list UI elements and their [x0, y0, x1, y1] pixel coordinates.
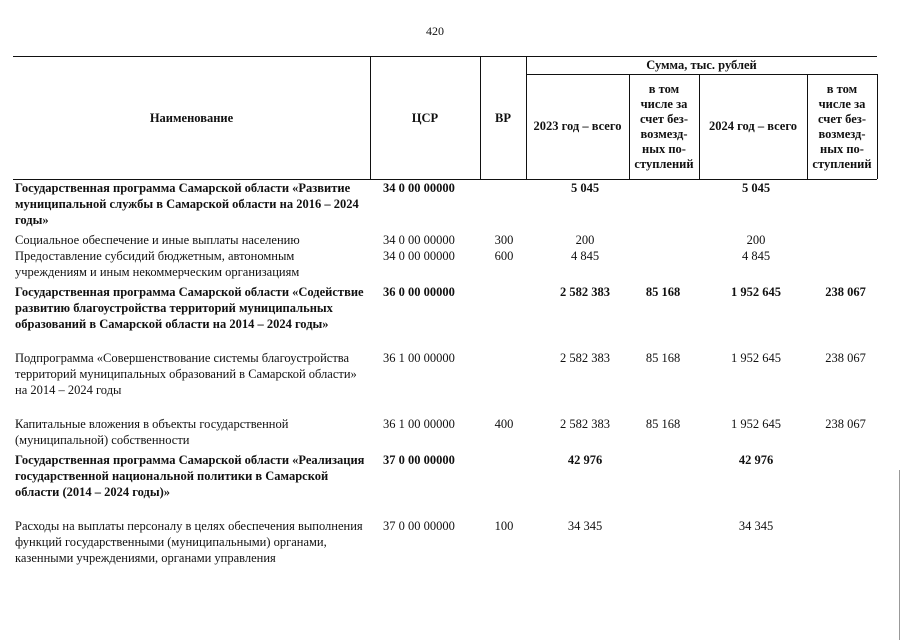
row-csr: 34 0 00 00000: [383, 249, 455, 263]
row-total-2024: 200: [746, 233, 766, 247]
header-grant-2024: в том числе за счет без-возмезд-ных по-ступлений: [812, 81, 872, 171]
row-vr: 400: [494, 417, 514, 431]
header-total-2024: 2024 год – всего: [709, 119, 797, 133]
row-name: Социальное обеспечение и иные выплаты населению: [15, 233, 300, 247]
row-total-2024: 1 952 645: [731, 285, 781, 299]
row-name: Расходы на выплаты персоналу в целях обеспечения выполнения функций государственными (муниципальными) органами, казенными учреждениями, органами управления: [15, 519, 363, 565]
row-vr: 600: [494, 249, 514, 263]
page-number: 420: [426, 24, 444, 38]
row-total-2024: 4 845: [741, 249, 771, 263]
row-csr: 37 0 00 00000: [383, 519, 455, 533]
table-row: [13, 452, 877, 518]
row-csr: 34 0 00 00000: [383, 181, 455, 195]
row-grant-2024: 238 067: [825, 417, 866, 431]
row-grant-2023: 85 168: [645, 285, 681, 299]
row-grant-2023: 85 168: [645, 417, 681, 431]
row-total-2023: 2 582 383: [560, 285, 610, 299]
budget-table: [13, 56, 877, 584]
row-total-2023: 4 845: [570, 249, 600, 263]
row-total-2023: 200: [575, 233, 595, 247]
row-name: Капитальные вложения в объекты государственной (муниципальной) собственности: [15, 417, 289, 447]
row-csr: 36 0 00 00000: [383, 285, 455, 299]
header-total-2023: 2023 год – всего: [533, 119, 622, 133]
row-total-2024: 42 976: [738, 453, 774, 467]
row-name: Государственная программа Самарской области «Развитие муниципальной службы в Самарской области на 2016 – 2024 годы»: [15, 181, 359, 227]
header-name: Наименование: [149, 110, 234, 125]
row-name: Предоставление субсидий бюджетным, автономным учреждениям и иным некоммерческим организациям: [15, 249, 300, 279]
row-total-2023: 42 976: [567, 453, 603, 467]
table-row: [13, 350, 877, 416]
header-sum-group: Сумма, тыс. рублей: [646, 58, 757, 72]
row-csr: 37 0 00 00000: [383, 453, 455, 467]
table-row: [13, 248, 877, 284]
header-vr: ВР: [495, 110, 511, 125]
table-row: [13, 284, 877, 350]
row-grant-2024: 238 067: [825, 285, 866, 299]
scan-edge-line: [899, 470, 900, 640]
header-grant-2023: в том числе за счет без-возмезд-ных по-ступлений: [634, 81, 694, 171]
table-body: [13, 180, 877, 584]
table-row: [13, 416, 877, 452]
row-name: Государственная программа Самарской области «Реализация государственной национальной политики в Самарской области (2014 – 2024 годы)»: [15, 453, 365, 499]
row-total-2023: 5 045: [570, 181, 600, 195]
row-vr: 100: [494, 519, 514, 533]
row-grant-2023: 85 168: [645, 351, 681, 365]
table-row: [13, 518, 877, 584]
row-grant-2024: 238 067: [825, 351, 866, 365]
row-total-2024: 1 952 645: [731, 351, 781, 365]
row-total-2023: 34 345: [567, 519, 603, 533]
row-total-2023: 2 582 383: [560, 351, 610, 365]
table-row: [13, 232, 877, 248]
row-name: Подпрограмма «Совершенствование системы благоустройства территорий муниципальных образований в Самарской области» на 2014 – 2024 годы: [15, 351, 357, 397]
row-csr: 34 0 00 00000: [383, 233, 455, 247]
row-vr: 300: [494, 233, 514, 247]
row-name: Государственная программа Самарской области «Содействие развитию благоустройства территорий муниципальных образований в Самарской области на 2014 – 2024 годы»: [15, 285, 364, 331]
row-total-2024: 34 345: [738, 519, 774, 533]
row-csr: 36 1 00 00000: [383, 417, 455, 431]
header-csr: ЦСР: [411, 110, 439, 125]
row-csr: 36 1 00 00000: [383, 351, 455, 365]
table-header: [13, 56, 877, 180]
row-total-2024: 1 952 645: [731, 417, 781, 431]
table-row: [13, 180, 877, 232]
row-total-2023: 2 582 383: [560, 417, 610, 431]
row-total-2024: 5 045: [741, 181, 771, 195]
